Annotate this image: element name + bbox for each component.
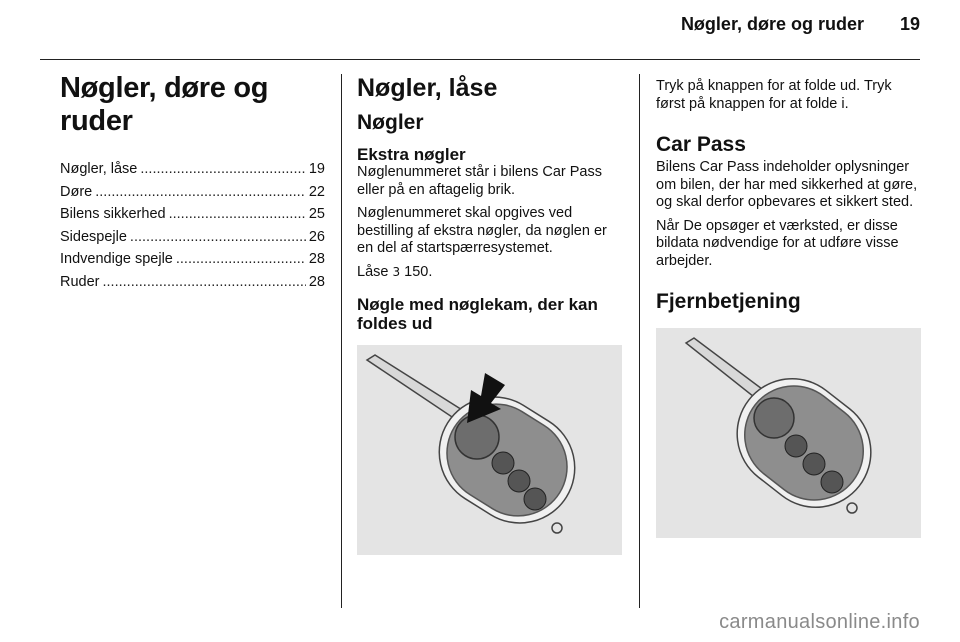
toc-entry-page: 25 (308, 206, 325, 222)
toc-entry-page: 22 (308, 183, 325, 200)
toc-entry-label: Nøgler, låse (60, 161, 138, 177)
foldable-key-illustration (357, 345, 622, 555)
toc-entry-page: 19 (308, 161, 325, 177)
toc-entry-label: Ruder (60, 273, 100, 290)
car-pass-column (656, 68, 921, 538)
cross-reference-page: 150. (404, 263, 433, 280)
key-ring-icon (552, 523, 562, 533)
toc-entry[interactable] (60, 181, 325, 204)
toc-entry[interactable] (60, 271, 325, 294)
toc-entry[interactable] (60, 248, 325, 271)
paragraph: Bilens Car Pass indeholder oplysninger om bilen, der har med sikkerhed at gøre, og skal derfor opbevares et sikkert sted. (656, 159, 918, 210)
lock-button-icon (803, 453, 825, 475)
running-header (681, 14, 920, 35)
running-header-title: Nøgler, døre og ruder (680, 14, 864, 34)
remote-control-heading: Fjernbetjening (656, 290, 801, 313)
lock-button-icon (508, 470, 530, 492)
toc-entry[interactable] (60, 226, 325, 249)
unlock-button-icon (785, 435, 807, 457)
toc-entry-page: 28 (308, 273, 325, 290)
header-rule (40, 59, 920, 60)
extra-keys-heading: Ekstra nøgler (357, 145, 466, 164)
car-pass-heading: Car Pass (656, 133, 746, 156)
toc-leader (130, 226, 306, 249)
cross-reference[interactable] (357, 264, 622, 282)
key-blade-icon (367, 355, 467, 423)
toc-leader (140, 158, 305, 181)
key-ring-icon (847, 503, 857, 513)
keys-column (357, 68, 622, 555)
toc-entry-page: 28 (308, 251, 325, 267)
chapter-toc (60, 158, 325, 293)
trunk-button-icon (821, 471, 843, 493)
column-divider-1 (341, 74, 342, 608)
toc-leader (95, 181, 306, 204)
trunk-button-icon (524, 488, 546, 510)
chapter-contents-column (60, 68, 325, 293)
toc-entry-label: Døre (60, 183, 93, 200)
unlock-button-icon (492, 452, 514, 474)
foldable-key-figure (357, 345, 622, 555)
toc-entry-label: Indvendige spejle (60, 251, 173, 267)
toc-leader (169, 203, 306, 226)
foldable-key-heading: Nøgle med nøglekam, der kan foldes ud (357, 295, 598, 333)
paragraph: Nøglenummeret skal opgives ved bestilling af ekstra nøgler, da nøglen er en del af startspærresystemet. (357, 205, 607, 256)
toc-entry[interactable] (60, 203, 325, 226)
watermark: carmanualsonline.info (719, 611, 920, 633)
fold-button-icon (455, 415, 499, 459)
remote-control-figure (656, 328, 921, 538)
paragraph: Når De opsøger et værksted, er disse bildata nødvendige for at udføre visse arbejder. (656, 217, 899, 269)
column-divider-2 (639, 74, 640, 608)
toc-entry-label: Sidespejle (60, 228, 127, 245)
remote-control-illustration (656, 328, 921, 538)
toc-leader (103, 271, 306, 294)
chapter-title: Nøgler, døre og ruder (60, 72, 269, 137)
toc-entry-label: Bilens sikkerhed (60, 206, 166, 222)
toc-entry[interactable] (60, 158, 325, 181)
cross-reference-label: Låse (357, 263, 389, 280)
paragraph: Tryk på knappen for at folde ud. Tryk først på knappen for at folde i. (656, 78, 892, 112)
page-number: 19 (899, 14, 920, 34)
section-title: Nøgler, låse (357, 74, 498, 102)
fold-button-icon (754, 398, 794, 438)
toc-leader (176, 248, 306, 271)
toc-entry-page: 26 (308, 228, 325, 245)
cross-reference-arrow-icon: 3 (392, 264, 401, 279)
paragraph: Nøglenummeret står i bilens Car Pass eller på en aftagelig brik. (357, 164, 602, 198)
subsection-title: Nøgler (357, 111, 424, 134)
